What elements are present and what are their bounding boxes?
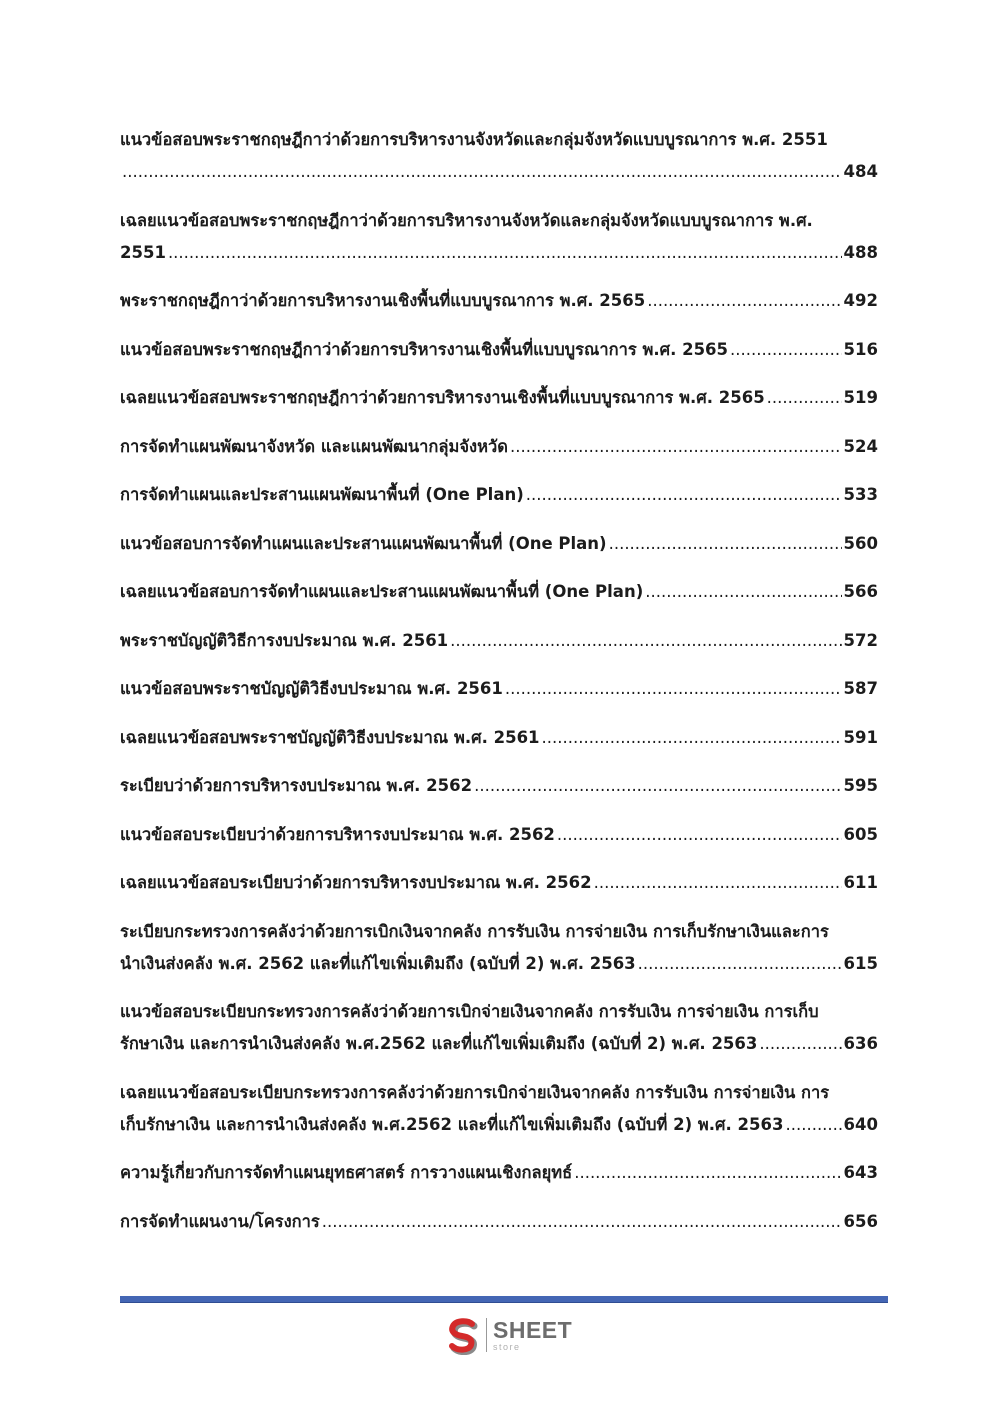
toc-dot-leader <box>767 382 842 414</box>
toc-dot-leader <box>505 673 842 705</box>
toc-dot-leader <box>594 867 842 899</box>
toc-page-number: 519 <box>843 388 878 407</box>
toc-page-number: 560 <box>843 533 878 553</box>
toc-page-number: 492 <box>843 291 878 310</box>
toc-page-number: 566 <box>843 582 878 601</box>
toc-entry-leader-line <box>120 1157 878 1189</box>
toc-entry[interactable] <box>120 625 878 657</box>
toc-entry-leader-line <box>120 1206 878 1238</box>
toc-dot-leader <box>647 285 841 317</box>
toc-entry-leader-line <box>120 722 878 754</box>
toc-entry-title: รักษาเงิน และการนำเงินส่งคลัง พ.ศ.2562 และที่แก้ไขเพิ่มเติมถึง (ฉบับที่ 2) พ.ศ. 2563 <box>120 1034 758 1053</box>
toc-entry-title: แนวข้อสอบพระราชกฤษฎีกาว่าด้วยการบริหารงานเชิงพื้นที่แบบบูรณาการ พ.ศ. 2565 <box>120 339 729 359</box>
toc-entry-title-line: เฉลยแนวข้อสอบระเบียบกระทรวงการคลังว่าด้วยการเบิกจ่ายเงินจากคลัง การรับเงิน การจ่ายเงิน การ <box>120 1082 830 1102</box>
toc-entry[interactable] <box>120 673 878 705</box>
toc-entry-title: เฉลยแนวข้อสอบการจัดทำแผนและประสานแผนพัฒนาพื้นที่ (One Plan) <box>120 582 644 601</box>
toc-entry-title: การจัดทำแผนพัฒนาจังหวัด และแผนพัฒนากลุ่มจังหวัด <box>120 436 508 456</box>
toc-dot-leader <box>759 1028 841 1060</box>
sheet-store-logo <box>442 1314 572 1356</box>
toc-entry-leader-line <box>120 334 878 366</box>
toc-entry-leader-line <box>120 770 878 802</box>
toc-entry-leader-line <box>120 528 878 560</box>
toc-entry[interactable] <box>120 205 878 269</box>
toc-entry-leader-line <box>120 1028 878 1060</box>
toc-entry[interactable] <box>120 124 878 188</box>
toc-entry[interactable] <box>120 1077 878 1141</box>
toc-entry[interactable] <box>120 916 878 980</box>
toc-entry-leader-line <box>120 1109 878 1141</box>
toc-dot-leader <box>322 1206 842 1238</box>
toc-dot-leader <box>730 334 842 366</box>
toc-entry-title: เฉลยแนวข้อสอบพระราชบัญญัติวิธีงบประมาณ พ.ศ. 2561 <box>120 727 540 747</box>
toc-page-number: 516 <box>843 339 878 359</box>
toc-entry-title: การจัดทำแผนและประสานแผนพัฒนาพื้นที่ (One Plan) <box>120 485 524 504</box>
toc-entry[interactable] <box>120 382 878 414</box>
toc-page-number: 636 <box>843 1034 878 1053</box>
toc-entry-leader-line <box>120 237 878 269</box>
logo-text <box>493 1316 573 1352</box>
toc-entry-title: ระเบียบว่าด้วยการบริหารงบประมาณ พ.ศ. 2562 <box>120 776 473 795</box>
toc-page-number: 611 <box>843 873 878 892</box>
logo-word: SHEET <box>493 1316 573 1343</box>
toc-dot-leader <box>557 819 842 851</box>
toc-dot-leader <box>542 722 842 754</box>
toc-entry-leader-line <box>120 285 878 317</box>
toc-entry[interactable] <box>120 285 878 317</box>
toc-entry[interactable] <box>120 479 878 511</box>
toc-entry[interactable] <box>120 819 878 851</box>
toc-entry[interactable] <box>120 1157 878 1189</box>
toc-entry-title: พระราชกฤษฎีกาว่าด้วยการบริหารงานเชิงพื้นที่แบบบูรณาการ พ.ศ. 2565 <box>120 291 646 310</box>
logo-separator <box>486 1318 487 1352</box>
toc-page-number: 484 <box>843 162 878 181</box>
toc-entry-leader-line <box>120 819 878 851</box>
toc-entry-title-line: ระเบียบกระทรวงการคลังว่าด้วยการเบิกเงินจากคลัง การรับเงิน การจ่ายเงิน การเก็บรักษาเงินและการ <box>120 921 829 941</box>
toc-entry[interactable] <box>120 770 878 802</box>
toc-page-number: 640 <box>843 1114 878 1134</box>
toc-page-number: 587 <box>843 679 878 698</box>
toc-entry-leader-line <box>120 431 878 463</box>
toc-entry-leader-line <box>120 625 878 657</box>
toc-page-number: 595 <box>843 776 878 795</box>
toc-dot-leader <box>168 237 842 269</box>
toc-entry[interactable] <box>120 996 878 1060</box>
toc-entry-leader-line <box>120 867 878 899</box>
toc-entry[interactable] <box>120 528 878 560</box>
toc-entry[interactable] <box>120 1206 878 1238</box>
toc-page-number: 533 <box>843 485 878 504</box>
toc-entry[interactable] <box>120 867 878 899</box>
toc-entry[interactable] <box>120 334 878 366</box>
toc-page-number: 605 <box>843 824 878 844</box>
toc-entry-leader-line <box>120 576 878 608</box>
toc-entry-title: พระราชบัญญัติวิธีการงบประมาณ พ.ศ. 2561 <box>120 630 449 650</box>
toc-entry[interactable] <box>120 722 878 754</box>
toc-dot-leader <box>785 1109 841 1141</box>
toc-dot-leader <box>645 576 841 608</box>
sheet-store-logo-icon <box>442 1315 482 1355</box>
toc-entry-title: แนวข้อสอบการจัดทำแผนและประสานแผนพัฒนาพื้นที่ (One Plan) <box>120 533 607 553</box>
toc-page-number: 572 <box>843 630 878 650</box>
toc-entry-leader-line <box>120 382 878 414</box>
logo-subword: store <box>493 1341 521 1352</box>
toc-dot-leader <box>574 1157 841 1189</box>
toc-dot-leader <box>510 431 842 463</box>
toc-dot-leader <box>526 479 842 511</box>
toc-entry-title: นำเงินส่งคลัง พ.ศ. 2562 และที่แก้ไขเพิ่มเติมถึง (ฉบับที่ 2) พ.ศ. 2563 <box>120 953 636 973</box>
footer-divider <box>120 1296 888 1303</box>
toc-entry-title: เฉลยแนวข้อสอบพระราชกฤษฎีกาว่าด้วยการบริหารงานเชิงพื้นที่แบบบูรณาการ พ.ศ. 2565 <box>120 388 765 407</box>
toc-dot-leader <box>450 625 841 657</box>
toc-entry-title: แนวข้อสอบระเบียบว่าด้วยการบริหารงบประมาณ พ.ศ. 2562 <box>120 824 555 844</box>
toc-page-number: 656 <box>843 1211 878 1231</box>
toc-entry-title: ความรู้เกี่ยวกับการจัดทำแผนยุทธศาสตร์ การวางแผนเชิงกลยุทธ์ <box>120 1163 573 1182</box>
toc-entry-leader-line <box>120 479 878 511</box>
toc-dot-leader <box>638 948 842 980</box>
toc-page-number: 488 <box>843 242 878 262</box>
toc-entry-title-line: เฉลยแนวข้อสอบพระราชกฤษฎีกาว่าด้วยการบริหารงานจังหวัดและกลุ่มจังหวัดแบบบูรณาการ พ.ศ. <box>120 210 813 230</box>
toc-entry-title: การจัดทำแผนงาน/โครงการ <box>120 1211 320 1231</box>
toc-entry-leader-line <box>120 948 878 980</box>
toc-entry-leader-line <box>120 156 878 188</box>
toc-dot-leader <box>609 528 842 560</box>
toc-page-number: 615 <box>843 953 878 973</box>
toc-entry-title: เก็บรักษาเงิน และการนำเงินส่งคลัง พ.ศ.2562 และที่แก้ไขเพิ่มเติมถึง (ฉบับที่ 2) พ.ศ. 2563 <box>120 1114 784 1134</box>
toc-entry-title: แนวข้อสอบพระราชบัญญัติวิธีงบประมาณ พ.ศ. 2561 <box>120 679 503 698</box>
toc-dot-leader <box>122 156 842 188</box>
toc-entry-title-line: แนวข้อสอบพระราชกฤษฎีกาว่าด้วยการบริหารงานจังหวัดและกลุ่มจังหวัดแบบบูรณาการ พ.ศ. 2551 <box>120 130 828 149</box>
toc-entry[interactable] <box>120 576 878 608</box>
toc-entry-title-line: แนวข้อสอบระเบียบกระทรวงการคลังว่าด้วยการเบิกจ่ายเงินจากคลัง การรับเงิน การจ่ายเงิน การเก็บ <box>120 1002 819 1021</box>
toc-entry-title: 2551 <box>120 242 166 262</box>
toc-page-number: 524 <box>843 436 878 456</box>
toc-dot-leader <box>474 770 841 802</box>
toc-entry-leader-line <box>120 673 878 705</box>
toc-page-number: 643 <box>843 1163 878 1182</box>
toc-entry[interactable] <box>120 431 878 463</box>
table-of-contents <box>120 124 878 1254</box>
toc-page-number: 591 <box>843 727 878 747</box>
toc-entry-title: เฉลยแนวข้อสอบระเบียบว่าด้วยการบริหารงบประมาณ พ.ศ. 2562 <box>120 873 592 892</box>
